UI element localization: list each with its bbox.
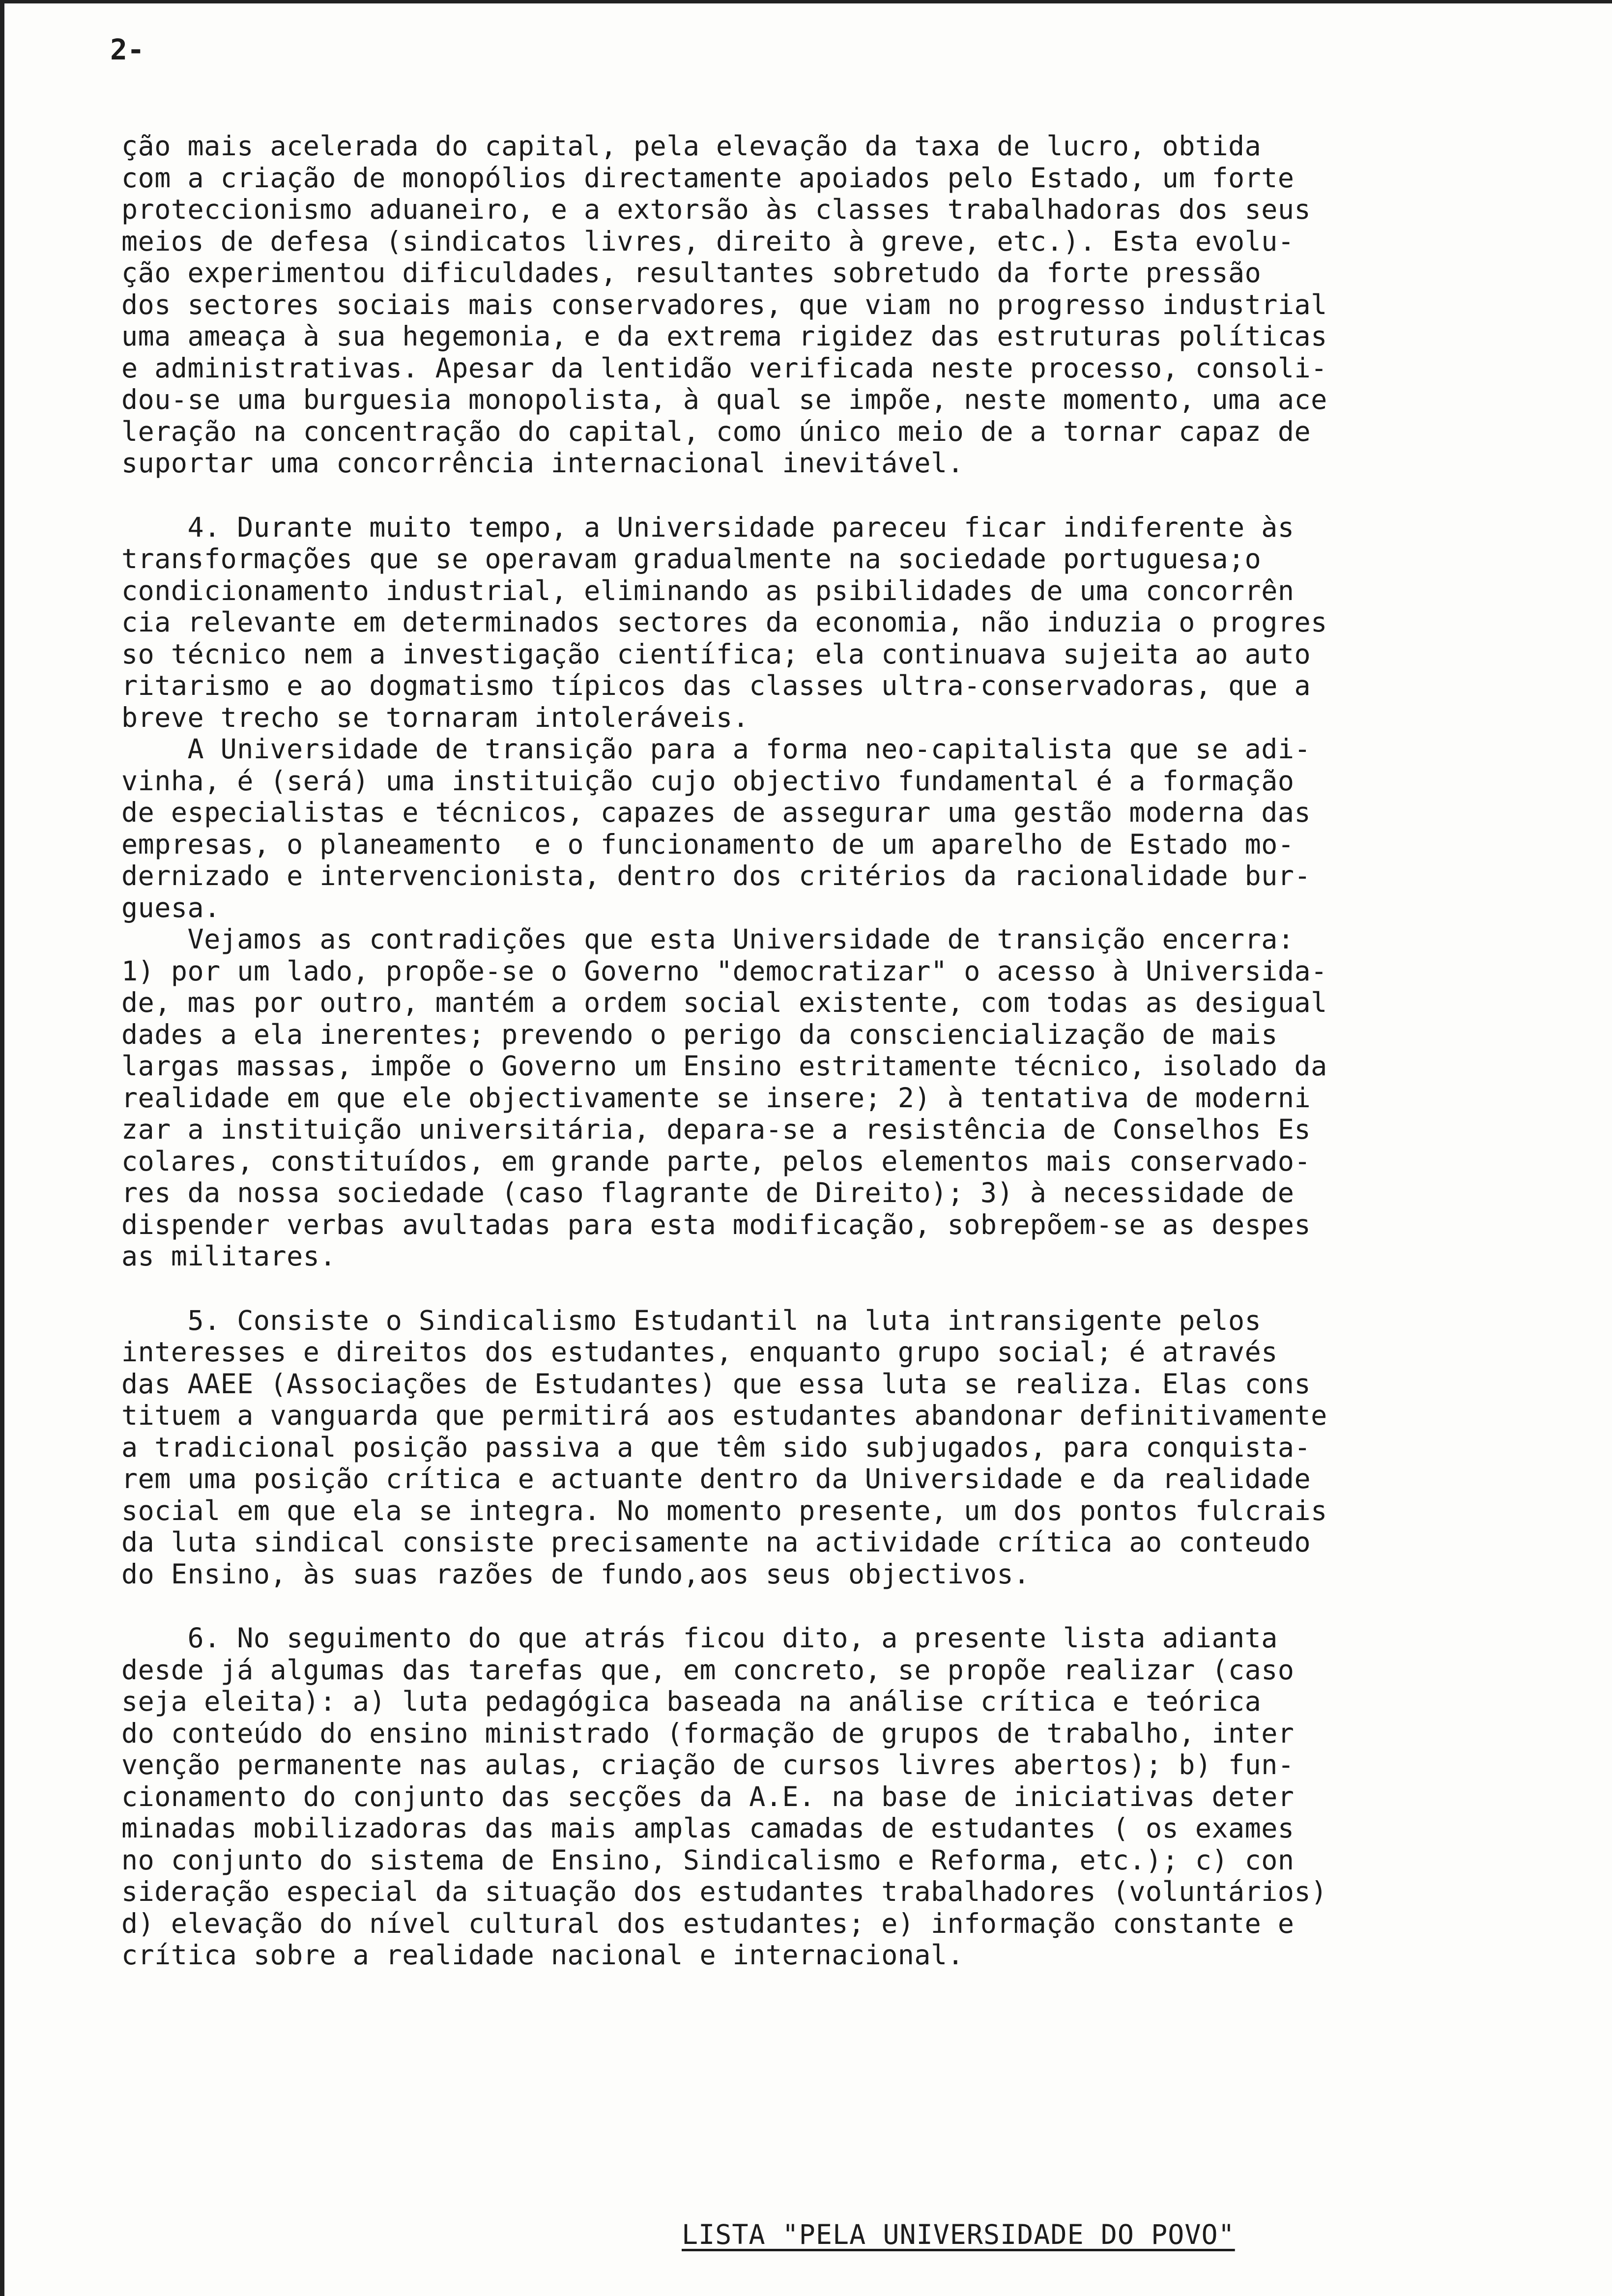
text-line: colares, constituídos, em grande parte, pelos elementos mais conservado-	[121, 1145, 1311, 1177]
text-line: so técnico nem a investigação científica; ela continuava sujeita ao auto	[121, 638, 1311, 670]
paragraph-intro-continuation	[121, 130, 1537, 479]
text-line: empresas, o planeamento e o funcionamento de um aparelho de Estado mo-	[121, 828, 1295, 860]
text-line: minadas mobilizadoras das mais amplas camadas de estudantes ( os exames	[121, 1812, 1295, 1844]
text-line: vinha, é (será) uma instituição cujo objectivo fundamental é a formação	[121, 765, 1295, 797]
text-line: dos sectores sociais mais conservadores, que viam no progresso industrial	[121, 288, 1327, 320]
text-line: e administrativas. Apesar da lentidão verificada neste processo, consoli-	[121, 352, 1327, 384]
text-line: proteccionismo aduaneiro, e a extorsão às classes trabalhadoras dos seus	[121, 194, 1311, 225]
text-line: tituem a vanguarda que permitirá aos estudantes abandonar definitivamente	[121, 1400, 1327, 1431]
paragraph-4	[121, 512, 1537, 1272]
text-line: interesses e direitos dos estudantes, enquanto grupo social; é através	[121, 1336, 1278, 1368]
text-line: sideração especial da situação dos estudantes trabalhadores (voluntários)	[121, 1876, 1327, 1907]
text-line: suportar uma concorrência internacional inevitável.	[121, 447, 964, 479]
text-line: 1) por um lado, propõe-se o Governo "democratizar" o acesso à Universida-	[121, 955, 1327, 987]
text-line: meios de defesa (sindicatos livres, direito à greve, etc.). Esta evolu-	[121, 225, 1295, 257]
text-line: de especialistas e técnicos, capazes de assegurar uma gestão moderna das	[121, 797, 1311, 828]
page-number: 2-	[110, 33, 144, 66]
text-line: do conteúdo do ensino ministrado (formação de grupos de trabalho, inter	[121, 1717, 1295, 1749]
text-line: d) elevação do nível cultural dos estudantes; e) informação constante e	[121, 1907, 1295, 1939]
text-line: seja eleita): a) luta pedagógica baseada na análise crítica e teórica	[121, 1686, 1262, 1717]
text-line: ção experimentou dificuldades, resultantes sobretudo da forte pressão	[121, 257, 1262, 288]
body-text	[121, 130, 1537, 2004]
text-line: Vejamos as contradições que esta Universidade de transição encerra:	[121, 923, 1295, 955]
text-line: rem uma posição crítica e actuante dentro da Universidade e da realidade	[121, 1463, 1311, 1494]
text-line: do Ensino, às suas razões de fundo,aos seus objectivos.	[121, 1558, 1030, 1590]
text-line: dispender verbas avultadas para esta modificação, sobrepõem-se as despes	[121, 1208, 1311, 1240]
text-line: ção mais acelerada do capital, pela elevação da taxa de lucro, obtida	[121, 130, 1262, 162]
text-line: realidade em que ele objectivamente se insere; 2) à tentativa de moderni	[121, 1082, 1311, 1114]
text-line: dernizado e intervencionista, dentro dos critérios da racionalidade bur-	[121, 860, 1311, 891]
text-line: desde já algumas das tarefas que, em concreto, se propõe realizar (caso	[121, 1654, 1295, 1686]
text-line: cionamento do conjunto das secções da A.E. na base de iniciativas deter	[121, 1780, 1295, 1812]
text-line: ritarismo e ao dogmatismo típicos das classes ultra-conservadoras, que a	[121, 670, 1311, 701]
text-line: a tradicional posição passiva a que têm sido subjugados, para conquista-	[121, 1431, 1311, 1463]
text-line: venção permanente nas aulas, criação de cursos livres abertos); b) fun-	[121, 1749, 1295, 1780]
text-line: crítica sobre a realidade nacional e internacional.	[121, 1939, 964, 1971]
text-line: no conjunto do sistema de Ensino, Sindicalismo e Reforma, etc.); c) con	[121, 1844, 1295, 1876]
text-line: 5. Consiste o Sindicalismo Estudantil na luta intransigente pelos	[121, 1304, 1262, 1336]
text-line: as militares.	[121, 1240, 336, 1272]
text-line: com a criação de monopólios directamente apoiados pelo Estado, um forte	[121, 162, 1295, 194]
text-line: de, mas por outro, mantém a ordem social existente, com todas as desigual	[121, 987, 1327, 1018]
text-line: 4. Durante muito tempo, a Universidade pareceu ficar indiferente às	[121, 511, 1295, 543]
text-line: zar a instituição universitária, depara-se a resistência de Conselhos Es	[121, 1114, 1311, 1145]
text-line: social em que ela se integra. No momento presente, um dos pontos fulcrais	[121, 1494, 1327, 1526]
text-line: das AAEE (Associações de Estudantes) que essa luta se realiza. Elas cons	[121, 1368, 1311, 1400]
text-line: res da nossa sociedade (caso flagrante de Direito); 3) à necessidade de	[121, 1177, 1295, 1208]
text-line: da luta sindical consiste precisamente na actividade crítica ao conteudo	[121, 1526, 1311, 1558]
text-line: dades a ela inerentes; prevendo o perigo da consciencialização de mais	[121, 1018, 1278, 1050]
text-line: uma ameaça à sua hegemonia, e da extrema rigidez das estruturas políticas	[121, 320, 1327, 352]
text-line: breve trecho se tornaram intoleráveis.	[121, 701, 749, 733]
text-line: condicionamento industrial, eliminando as psibilidades de uma concorrên	[121, 574, 1295, 606]
text-line: leração na concentração do capital, como único meio de a tornar capaz de	[121, 415, 1311, 447]
text-line: guesa.	[121, 891, 221, 923]
text-line: cia relevante em determinados sectores da economia, não induzia o progres	[121, 606, 1327, 638]
text-line: A Universidade de transição para a forma neo-capitalista que se adi-	[121, 733, 1311, 765]
text-line: 6. No seguimento do que atrás ficou dito, a presente lista adianta	[121, 1622, 1278, 1654]
text-line: largas massas, impõe o Governo um Ensino estritamente técnico, isolado da	[121, 1050, 1327, 1082]
list-signature: LISTA "PELA UNIVERSIDADE DO POVO"	[682, 2219, 1235, 2250]
text-line: dou-se uma burguesia monopolista, à qual se impõe, neste momento, uma ace	[121, 384, 1327, 415]
paragraph-5	[121, 1305, 1537, 1590]
text-line: transformações que se operavam gradualmente na sociedade portuguesa;o	[121, 543, 1262, 574]
paragraph-6	[121, 1622, 1537, 1971]
